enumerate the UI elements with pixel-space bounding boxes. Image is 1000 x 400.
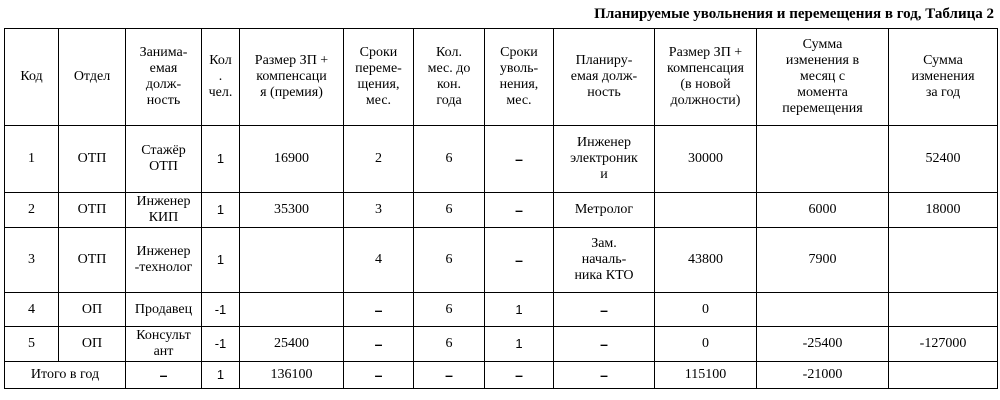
header-transfer-term: Сроки переме- щения, мес. bbox=[344, 29, 414, 126]
cell-monthly-change: 6000 bbox=[757, 193, 889, 228]
cell-headcount: 1 bbox=[202, 228, 240, 293]
cell-dismissal-term: – bbox=[485, 126, 554, 193]
header-salary: Размер ЗП + компенсаци я (премия) bbox=[240, 29, 344, 126]
header-new-salary: Размер ЗП + компенсация (в новой должности) bbox=[655, 29, 757, 126]
table-row bbox=[5, 228, 998, 293]
cell-yearly-change: 52400 bbox=[889, 126, 998, 193]
total-label: Итого в год bbox=[5, 362, 126, 389]
total-new-salary: 115100 bbox=[655, 362, 757, 389]
total-row bbox=[5, 362, 998, 389]
cell-new-salary: 0 bbox=[655, 327, 757, 362]
header-dismissal-term: Сроки уволь- нения, мес. bbox=[485, 29, 554, 126]
cell-monthly-change: -25400 bbox=[757, 327, 889, 362]
total-transfer-term: – bbox=[344, 362, 414, 389]
cell-department: ОТП bbox=[59, 126, 126, 193]
total-months-to-year-end: – bbox=[414, 362, 485, 389]
total-salary: 136100 bbox=[240, 362, 344, 389]
cell-yearly-change: -127000 bbox=[889, 327, 998, 362]
header-yearly-change: Сумма изменения за год bbox=[889, 29, 998, 126]
cell-salary bbox=[240, 293, 344, 327]
total-yearly-change bbox=[889, 362, 998, 389]
total-dismissal-term: – bbox=[485, 362, 554, 389]
cell-transfer-term: 3 bbox=[344, 193, 414, 228]
cell-planned-position: – bbox=[554, 293, 655, 327]
cell-department: ОТП bbox=[59, 193, 126, 228]
cell-new-salary: 43800 bbox=[655, 228, 757, 293]
cell-planned-position: Метролог bbox=[554, 193, 655, 228]
cell-months-to-year-end: 6 bbox=[414, 126, 485, 193]
table-row bbox=[5, 327, 998, 362]
cell-planned-position: – bbox=[554, 327, 655, 362]
cell-salary bbox=[240, 228, 344, 293]
cell-dismissal-term: – bbox=[485, 193, 554, 228]
cell-salary: 35300 bbox=[240, 193, 344, 228]
table-row bbox=[5, 126, 998, 193]
total-monthly-change: -21000 bbox=[757, 362, 889, 389]
cell-department: ОТП bbox=[59, 228, 126, 293]
cell-yearly-change bbox=[889, 228, 998, 293]
cell-planned-position: Инженер электроник и bbox=[554, 126, 655, 193]
cell-monthly-change bbox=[757, 293, 889, 327]
header-row bbox=[5, 29, 998, 126]
cell-current-position: Продавец bbox=[126, 293, 202, 327]
cell-current-position: Стажёр ОТП bbox=[126, 126, 202, 193]
cell-salary: 16900 bbox=[240, 126, 344, 193]
total-planned-position: – bbox=[554, 362, 655, 389]
cell-dismissal-term: – bbox=[485, 228, 554, 293]
header-headcount: Кол . чел. bbox=[202, 29, 240, 126]
cell-monthly-change bbox=[757, 126, 889, 193]
header-current-position: Занима- емая долж- ность bbox=[126, 29, 202, 126]
cell-headcount: -1 bbox=[202, 327, 240, 362]
cell-department: ОП bbox=[59, 327, 126, 362]
cell-code: 5 bbox=[5, 327, 59, 362]
table-caption: Планируемые увольнения и перемещения в год, Таблица 2 bbox=[594, 6, 994, 22]
cell-transfer-term: 4 bbox=[344, 228, 414, 293]
cell-current-position: Инженер КИП bbox=[126, 193, 202, 228]
cell-new-salary bbox=[655, 193, 757, 228]
header-monthly-change: Сумма изменения в месяц с момента перемещения bbox=[757, 29, 889, 126]
cell-yearly-change: 18000 bbox=[889, 193, 998, 228]
header-months-to-year-end: Кол. мес. до кон. года bbox=[414, 29, 485, 126]
cell-monthly-change: 7900 bbox=[757, 228, 889, 293]
cell-new-salary: 30000 bbox=[655, 126, 757, 193]
cell-planned-position: Зам. началь- ника КТО bbox=[554, 228, 655, 293]
cell-code: 1 bbox=[5, 126, 59, 193]
cell-code: 2 bbox=[5, 193, 59, 228]
cell-department: ОП bbox=[59, 293, 126, 327]
cell-transfer-term: 2 bbox=[344, 126, 414, 193]
cell-dismissal-term: 1 bbox=[485, 293, 554, 327]
table-row bbox=[5, 293, 998, 327]
cell-current-position: Консульт ант bbox=[126, 327, 202, 362]
header-planned-position: Планиру- емая долж- ность bbox=[554, 29, 655, 126]
cell-transfer-term: – bbox=[344, 293, 414, 327]
cell-code: 3 bbox=[5, 228, 59, 293]
cell-yearly-change bbox=[889, 293, 998, 327]
total-current-position: – bbox=[126, 362, 202, 389]
cell-headcount: 1 bbox=[202, 126, 240, 193]
total-headcount: 1 bbox=[202, 362, 240, 389]
cell-new-salary: 0 bbox=[655, 293, 757, 327]
dismissals-transfers-table bbox=[4, 28, 998, 389]
cell-salary: 25400 bbox=[240, 327, 344, 362]
cell-months-to-year-end: 6 bbox=[414, 327, 485, 362]
cell-current-position: Инженер -технолог bbox=[126, 228, 202, 293]
cell-headcount: -1 bbox=[202, 293, 240, 327]
cell-code: 4 bbox=[5, 293, 59, 327]
cell-headcount: 1 bbox=[202, 193, 240, 228]
cell-months-to-year-end: 6 bbox=[414, 293, 485, 327]
cell-dismissal-term: 1 bbox=[485, 327, 554, 362]
cell-months-to-year-end: 6 bbox=[414, 228, 485, 293]
table-row bbox=[5, 193, 998, 228]
cell-transfer-term: – bbox=[344, 327, 414, 362]
header-code: Код bbox=[5, 29, 59, 126]
cell-months-to-year-end: 6 bbox=[414, 193, 485, 228]
header-department: Отдел bbox=[59, 29, 126, 126]
